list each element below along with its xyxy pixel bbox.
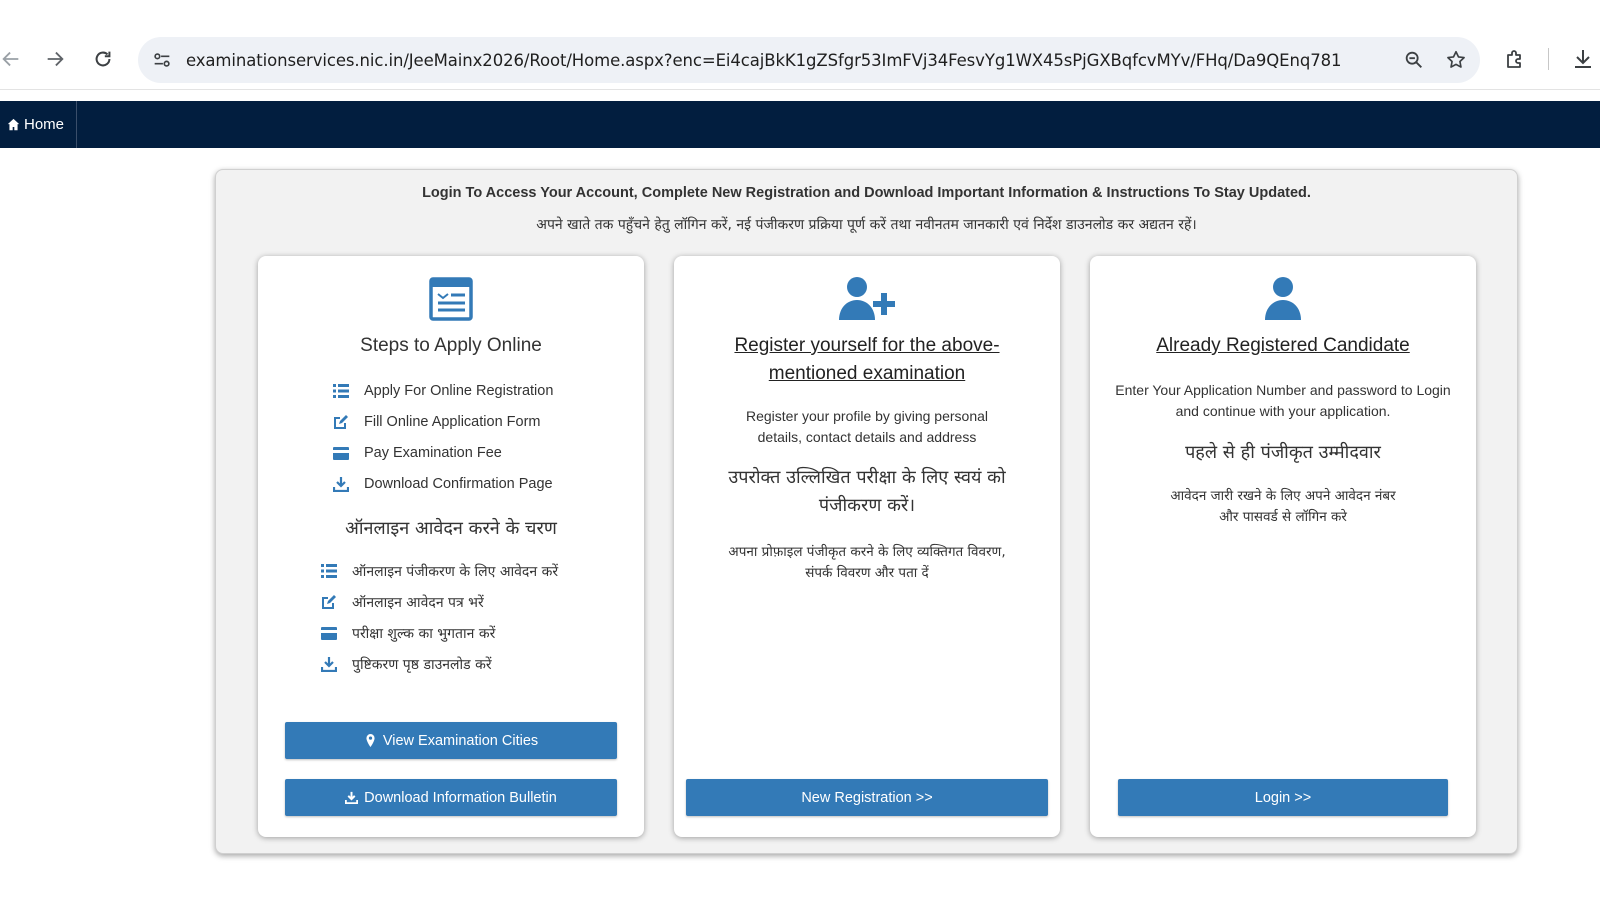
- toolbar-divider: [1548, 48, 1549, 70]
- register-heading-hindi: उपरोक्त उल्लिखित परीक्षा के लिए स्वयं को पंजीकरण करें।: [728, 467, 1006, 516]
- edit-icon: [320, 593, 338, 611]
- step-label-hindi: ऑनलाइन आवेदन पत्र भरें: [352, 594, 484, 611]
- new-registration-label: New Registration >>: [801, 789, 933, 806]
- credit-card-icon: [332, 444, 350, 462]
- steps-heading: Steps to Apply Online: [360, 335, 542, 356]
- download-information-bulletin-label: Download Information Bulletin: [364, 789, 557, 806]
- browser-toolbar: [0, 0, 1600, 90]
- view-examination-cities-label: View Examination Cities: [382, 732, 539, 749]
- site-info-icon[interactable]: [142, 40, 182, 80]
- login-button[interactable]: [1118, 779, 1448, 816]
- step-label-hindi: परीक्षा शुल्क का भुगतान करें: [352, 625, 496, 642]
- step-label-hindi: ऑनलाइन पंजीकरण के लिए आवेदन करें: [352, 563, 559, 580]
- steps-card: [258, 256, 644, 837]
- nav-home-label: Home: [24, 116, 65, 133]
- user-plus-icon: [837, 276, 897, 322]
- register-heading-link[interactable]: Register yourself for the above-mentioned examination: [734, 335, 1000, 384]
- step-label: Fill Online Application Form: [364, 414, 541, 430]
- step-item-hindi: [320, 653, 492, 675]
- step-label: Pay Examination Fee: [364, 445, 502, 461]
- reload-icon[interactable]: [88, 44, 118, 74]
- download-information-bulletin-button[interactable]: [285, 779, 617, 816]
- step-item-hindi: [320, 560, 558, 582]
- view-examination-cities-button[interactable]: [285, 722, 617, 759]
- map-marker-icon: [364, 734, 377, 747]
- back-icon[interactable]: [0, 44, 26, 74]
- login-button-label: Login >>: [1254, 789, 1312, 806]
- panel-title: Login To Access Your Account, Complete New Registration and Download Important Information & Instructions To Stay Updated.: [422, 185, 1311, 201]
- register-description-hindi: अपना प्रोफ़ाइल पंजीकृत करने के लिए व्यक्तिगत विवरण, संपर्क विवरण और पता दें: [728, 544, 1006, 581]
- download-icon: [345, 791, 358, 804]
- step-item: [332, 442, 502, 464]
- star-icon[interactable]: [1438, 42, 1474, 78]
- step-item-hindi: [320, 591, 484, 613]
- url-text[interactable]: examinationservices.nic.in/JeeMainx2026/Root/Home.aspx?enc=Ei4cajBkK1gZSfgr53ImFVj34FesvYg1WX45sPjGXBqfcvMYv/FHq/Da9QEnq781: [186, 50, 1342, 70]
- download-icon: [320, 655, 338, 673]
- register-card: [674, 256, 1060, 837]
- step-item-hindi: [320, 622, 495, 644]
- login-description-hindi: आवेदन जारी रखने के लिए अपने आवेदन नंबर और पासवर्ड से लॉगिन करे: [1170, 488, 1396, 525]
- list-icon: [320, 562, 338, 580]
- edit-icon: [332, 413, 350, 431]
- list-icon: [332, 382, 350, 400]
- step-label-hindi: पुष्टिकरण पृष्ठ डाउनलोड करें: [352, 656, 492, 673]
- register-card-icon-wrap: [674, 276, 1060, 322]
- zoom-icon[interactable]: [1396, 42, 1432, 78]
- step-item: [332, 473, 553, 495]
- address-bar[interactable]: [138, 37, 1480, 83]
- extensions-icon[interactable]: [1498, 42, 1532, 76]
- step-label: Apply For Online Registration: [364, 383, 554, 399]
- login-description: Enter Your Application Number and password to Login and continue with your application.: [1115, 382, 1451, 419]
- login-heading-hindi: पहले से ही पंजीकृत उम्मीदवार: [1185, 442, 1381, 463]
- main-panel: [215, 169, 1518, 854]
- step-item: [332, 380, 553, 402]
- login-heading-link[interactable]: Already Registered Candidate: [1156, 335, 1410, 356]
- steps-card-icon-wrap: [258, 276, 644, 322]
- home-icon: [7, 118, 20, 131]
- login-card: [1090, 256, 1476, 837]
- new-registration-button[interactable]: [686, 779, 1048, 816]
- login-card-icon-wrap: [1090, 276, 1476, 322]
- credit-card-icon: [320, 624, 338, 642]
- step-item: [332, 411, 541, 433]
- step-label: Download Confirmation Page: [364, 476, 553, 492]
- steps-heading-hindi: ऑनलाइन आवेदन करने के चरण: [345, 518, 557, 539]
- form-icon: [428, 276, 474, 322]
- forward-icon[interactable]: [40, 44, 70, 74]
- download-icon[interactable]: [1566, 42, 1600, 76]
- site-navbar: [0, 101, 1600, 148]
- register-description: Register your profile by giving personal details, contact details and address: [745, 408, 988, 445]
- panel-title-hindi: अपने खाते तक पहुँचने हेतु लॉगिन करें, नई पंजीकरण प्रक्रिया पूर्ण करें तथा नवीनतम जानकारी एवं निर्देश डाउनलोड कर अद्यतन रहें।: [536, 217, 1197, 233]
- download-icon: [332, 475, 350, 493]
- user-icon: [1263, 276, 1303, 322]
- nav-home[interactable]: [0, 101, 77, 148]
